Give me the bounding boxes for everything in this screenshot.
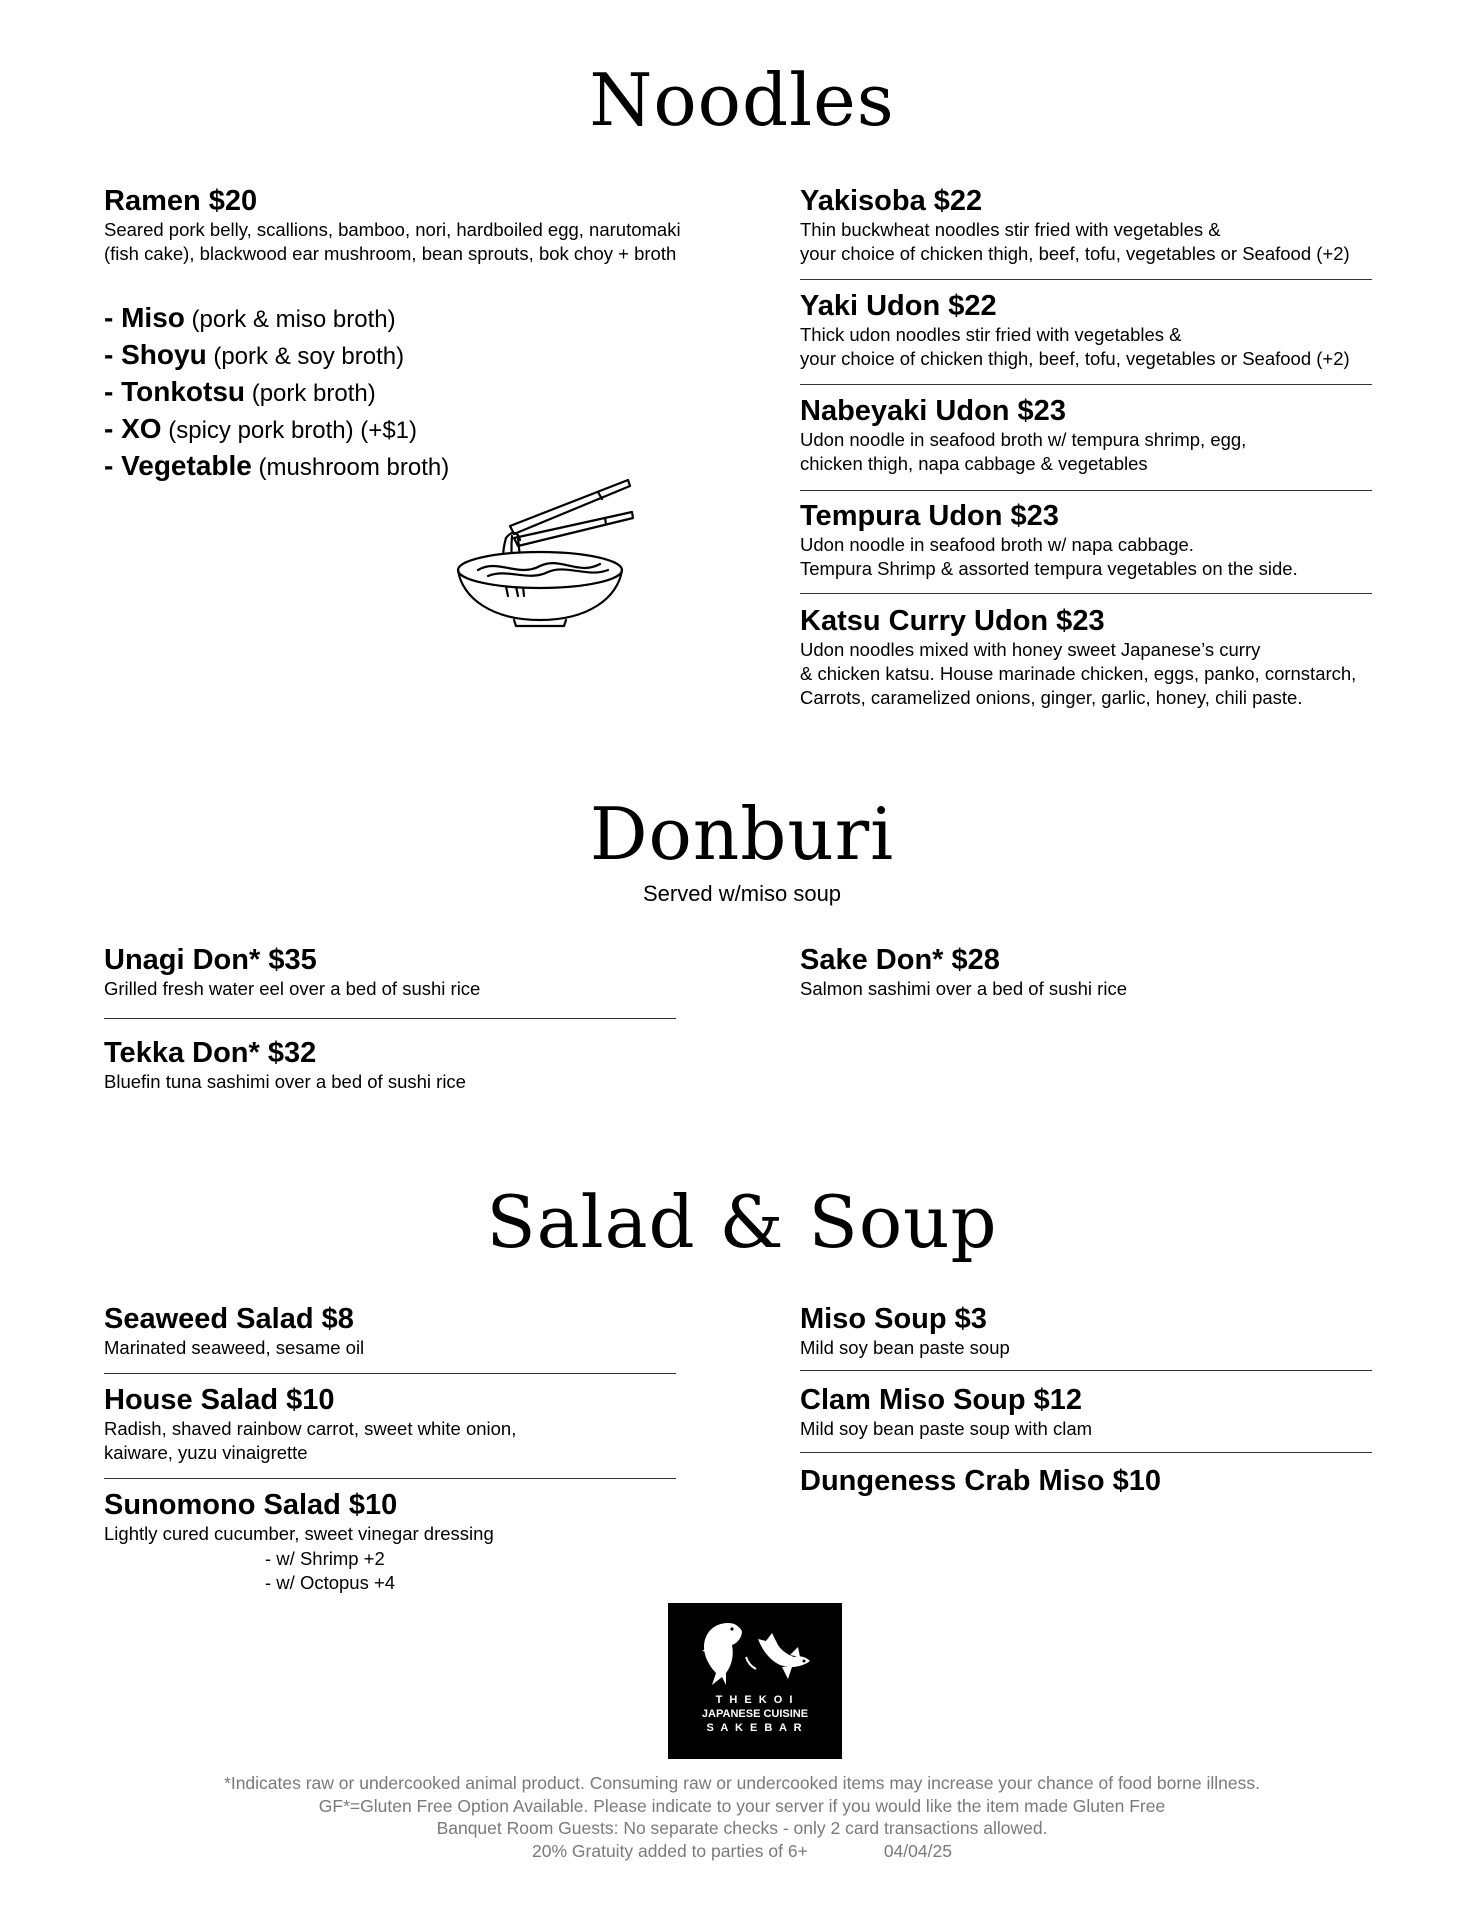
footer-gratuity: 20% Gratuity added to parties of 6+ [532,1840,808,1861]
footer-banquet: Banquet Room Guests: No separate checks - only 2 card transactions allowed. [436,1818,1048,1838]
noodle-bowl-icon [448,478,638,628]
menu-item-clam-miso-soup [800,1383,1092,1441]
item-name: Ramen $20 [104,185,258,217]
item-desc: Mild soy bean paste soup with clam [800,1418,1093,1439]
divider [104,1018,676,1019]
item-desc: Lightly cured cucumber, sweet vinegar dressing [104,1523,494,1544]
item-desc: your choice of chicken thigh, beef, tofu, vegetables or Seafood (+2) [800,348,1350,369]
item-desc: Udon noodle in seafood broth w/ tempura shrimp, egg, [800,429,1247,450]
menu-item-house-salad [104,1383,516,1465]
item-name: Clam Miso Soup $12 [800,1384,1083,1416]
item-desc: your choice of chicken thigh, beef, tofu, vegetables or Seafood (+2) [800,243,1350,264]
menu-item-tekka-don [104,1036,466,1094]
menu-item-katsu-curry-udon [800,604,1356,710]
item-name: Seaweed Salad $8 [104,1303,354,1335]
salad-soup-title: Salad & Soup [486,1180,998,1264]
noodles-title: Noodles [589,58,895,142]
item-desc: Mild soy bean paste soup [800,1337,1010,1358]
item-name: Sake Don* $28 [800,944,1000,976]
item-name: Unagi Don* $35 [104,944,317,976]
item-name: House Salad $10 [104,1384,335,1416]
addon-octopus: - w/ Octopus +4 [265,1572,396,1593]
logo-line-1: T H E K O I [715,1694,795,1706]
item-name: Dungeness Crab Miso $10 [800,1465,1161,1497]
footer-gratuity-line [0,1840,1484,1863]
ramen-option-vegetable: - Vegetable (mushroom broth) [104,450,450,481]
footer-gluten-free: GF*=Gluten Free Option Available. Please indicate to your server if you would like the item made Gluten Free [318,1795,1166,1816]
item-desc: Salmon sashimi over a bed of sushi rice [800,978,1127,999]
ramen-option-tonkotsu: - Tonkotsu (pork broth) [104,376,376,407]
item-name: Tempura Udon $23 [800,500,1059,532]
sunomono-addons [265,1547,395,1595]
menu-item-tempura-udon [800,499,1298,581]
item-desc: kaiware, yuzu vinaigrette [104,1442,308,1463]
menu-item-sunomono-salad [104,1488,494,1546]
ramen-option-xo: - XO (spicy pork broth) (+$1) [104,413,417,444]
item-desc: Seared pork belly, scallions, bamboo, nori, hardboiled egg, narutomaki [104,219,681,240]
item-desc: Marinated seaweed, sesame oil [104,1337,365,1358]
ramen-option-miso: - Miso (pork & miso broth) [104,302,396,333]
menu-item-yakisoba [800,184,1350,266]
item-name: Tekka Don* $32 [104,1037,317,1069]
footer-raw-warning: *Indicates raw or undercooked animal product. Consuming raw or undercooked items may increase your chance of food borne illness. [224,1773,1260,1793]
divider [800,279,1372,280]
menu-item-yaki-udon [800,289,1350,371]
item-desc: Bluefin tuna sashimi over a bed of sushi rice [104,1071,466,1092]
menu-item-nabeyaki-udon [800,394,1246,476]
item-desc: Thin buckwheat noodles stir fried with vegetables & [800,219,1221,240]
donburi-subtitle: Served w/miso soup [642,881,842,906]
menu-item-sake-don [800,943,1127,1001]
item-name: Katsu Curry Udon $23 [800,605,1105,637]
item-desc: Tempura Shrimp & assorted tempura vegetables on the side. [800,558,1298,579]
item-name: Yakisoba $22 [800,185,983,217]
divider [800,384,1372,385]
footer-notes [0,1772,1484,1862]
logo-line-3: S A K E B A R [706,1722,804,1734]
item-name: Nabeyaki Udon $23 [800,395,1066,427]
item-desc: Udon noodle in seafood broth w/ napa cabbage. [800,534,1194,555]
divider [104,1478,676,1479]
ramen-option-shoyu: - Shoyu (pork & soy broth) [104,339,405,370]
divider [800,593,1372,594]
menu-item-miso-soup [800,1302,1010,1360]
koi-fish-icon [692,1617,818,1689]
divider [104,1373,676,1374]
item-desc: Radish, shaved rainbow carrot, sweet white onion, [104,1418,517,1439]
logo-line-2: JAPANESE CUISINE [701,1708,809,1720]
restaurant-logo [668,1603,842,1759]
item-desc: (fish cake), blackwood ear mushroom, bean sprouts, bok choy + broth [104,243,677,264]
item-desc: chicken thigh, napa cabbage & vegetables [800,453,1148,474]
menu-item-ramen [104,184,681,266]
donburi-title: Donburi [589,792,895,876]
item-desc: Carrots, caramelized onions, ginger, garlic, honey, chili paste. [800,687,1303,708]
divider [800,1452,1372,1453]
footer-date: 04/04/25 [883,1840,952,1861]
item-name: Sunomono Salad $10 [104,1489,398,1521]
addon-shrimp: - w/ Shrimp +2 [265,1548,385,1569]
item-desc: Thick udon noodles stir fried with vegetables & [800,324,1182,345]
item-desc: Grilled fresh water eel over a bed of sushi rice [104,978,481,999]
ramen-broth-options [104,300,449,485]
item-desc: & chicken katsu. House marinade chicken, eggs, panko, cornstarch, [800,663,1357,684]
item-desc: Udon noodles mixed with honey sweet Japanese’s curry [800,639,1261,660]
menu-item-dungeness-crab-miso [800,1464,1161,1498]
divider [800,1370,1372,1371]
menu-item-seaweed-salad [104,1302,364,1360]
menu-item-unagi-don [104,943,480,1001]
divider [800,490,1372,491]
item-name: Miso Soup $3 [800,1303,987,1335]
item-name: Yaki Udon $22 [800,290,997,322]
